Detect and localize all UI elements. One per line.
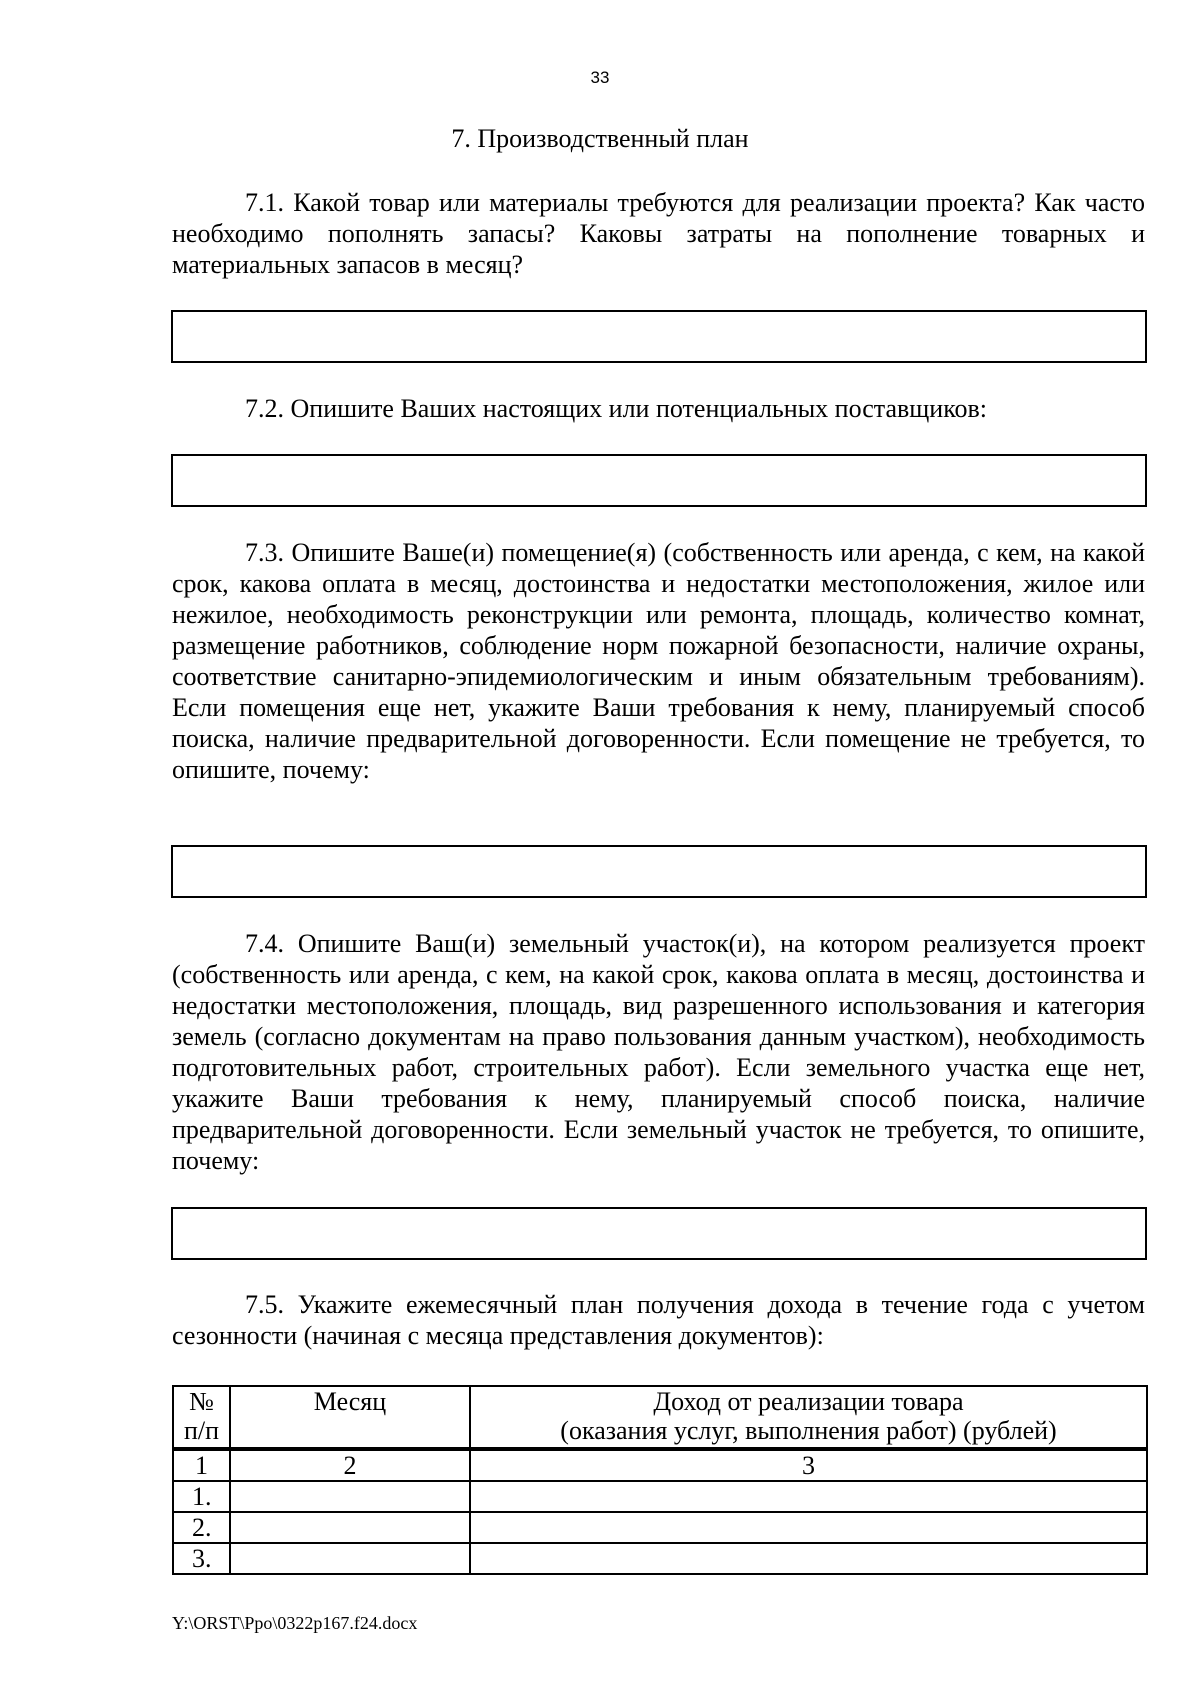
header-num-abbrev: п/п [183,1416,220,1445]
column-number-1: 1 [173,1449,230,1481]
header-income-line2: (оказания услуг, выполнения работ) (рублей) [560,1416,1057,1445]
income-cell[interactable] [470,1543,1147,1574]
column-number-3: 3 [470,1449,1147,1481]
answer-box-7-4[interactable] [171,1207,1147,1260]
income-cell[interactable] [470,1512,1147,1543]
column-number-row [173,1449,1147,1481]
question-7-5: 7.5. Укажите ежемесячный план получения дохода в течение года с учетом сезонности (начиная с месяца представления документов): [172,1290,1145,1350]
table-row [173,1512,1147,1543]
month-cell[interactable] [230,1512,470,1543]
answer-box-7-3[interactable] [171,845,1147,898]
header-num-symbol: № [189,1387,214,1416]
header-month [230,1386,470,1449]
row-number: 3. [173,1543,230,1574]
row-number: 2. [173,1512,230,1543]
page-number: 33 [590,68,610,87]
month-cell[interactable] [230,1481,470,1512]
question-7-3: 7.3. Опишите Ваше(и) помещение(я) (собственность или аренда, с кем, на какой срок, какова оплата в месяц, достоинства и недостатки местоположения, жилое или нежилое, необходимость реконструкции или ремонта, площадь, количество комнат, размещение работников, соблюдение норм пожарной безопасности, наличие охраны, соответствие санитарно-эпидемиологическим и иным обязательным требованиям). Если помещения еще нет, укажите Ваши требования к нему, планируемый способ поиска, наличие предварительной договоренности. Если помещение не требуется, то опишите, почему: [172,538,1145,784]
header-income-line1: Доход от реализации товара [653,1387,964,1416]
answer-box-7-2[interactable] [171,454,1147,507]
header-income [470,1386,1147,1449]
income-cell[interactable] [470,1481,1147,1512]
header-month-label: Месяц [313,1387,387,1416]
footer-file-path: Y:\ORST\Ppo\0322p167.f24.docx [172,1613,418,1633]
income-plan-table [172,1385,1148,1575]
header-row-number [173,1386,230,1449]
row-number: 1. [173,1481,230,1512]
table-row [173,1543,1147,1574]
month-cell[interactable] [230,1543,470,1574]
question-7-4: 7.4. Опишите Ваш(и) земельный участок(и), на котором реализуется проект (собственность или аренда, с кем, на какой срок, какова оплата в месяц, достоинства и недостатки местоположения, площадь, вид разрешенного использования и категория земель (согласно документам на право пользования данным участком), необходимость подготовительных работ, строительных работ). Если земельного участка еще нет, укажите Ваши требования к нему, планируемый способ поиска, наличие предварительной договоренности. Если земельный участок не требуется, то опишите, почему: [172,929,1145,1175]
answer-box-7-1[interactable] [171,310,1147,363]
question-7-2: 7.2. Опишите Ваших настоящих или потенциальных поставщиков: [245,394,988,423]
question-7-1: 7.1. Какой товар или материалы требуются для реализации проекта? Как часто необходимо пополнять запасы? Каковы затраты на пополнение товарных и материальных запасов в месяц? [172,188,1145,279]
table-header-row [173,1386,1147,1449]
section-title: 7. Производственный план [451,124,749,153]
column-number-2: 2 [230,1449,470,1481]
table-row [173,1481,1147,1512]
